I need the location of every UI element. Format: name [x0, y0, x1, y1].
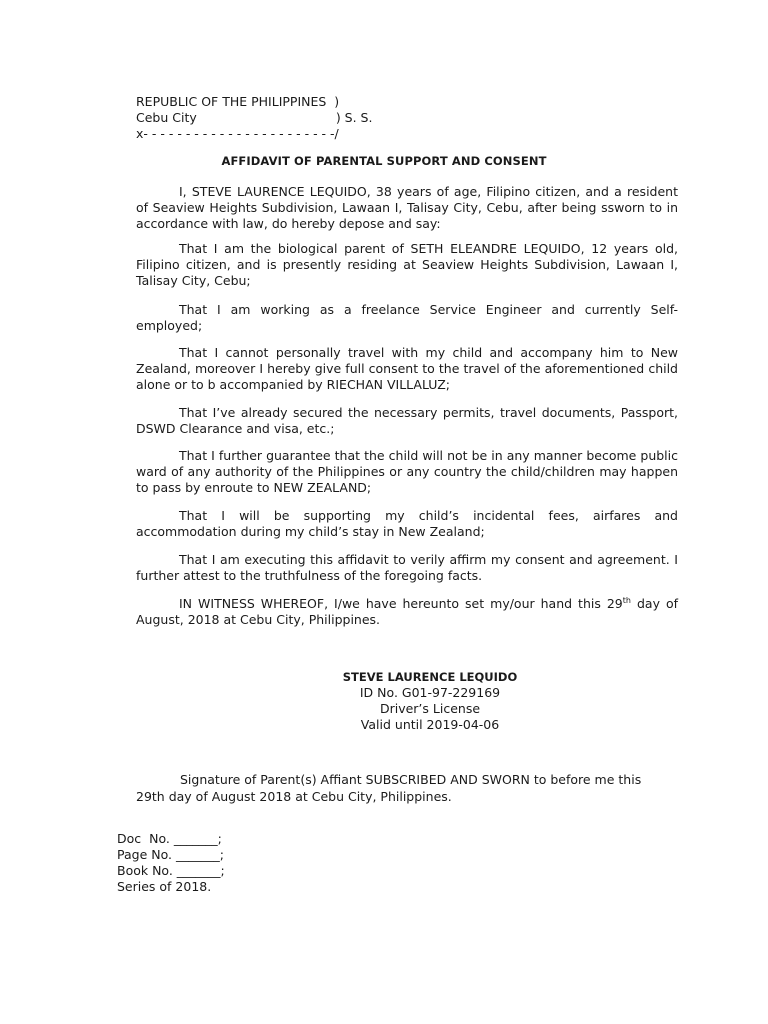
- affiant-id-number: ID No. G01-97-229169: [359, 685, 501, 700]
- affiant-intro-paragraph: I, STEVE LAURENCE LEQUIDO, 38 years of age, Filipino citizen, and a resident of Seaview Heights Subdivision, Lawaan I, Talisay City, Cebu, after being ssworn to in accordance with law, do hereby depose and say:: [136, 184, 678, 232]
- witness-paragraph: [136, 596, 678, 628]
- venue-city: Cebu City ) S. S.: [136, 110, 373, 125]
- jurat-line-2: 29th day of August 2018 at Cebu City, Philippines.: [136, 788, 452, 804]
- notary-page-no: Page No. _______;: [117, 847, 224, 862]
- affiant-name: STEVE LAURENCE LEQUIDO: [342, 670, 518, 684]
- witness-text-end: day of August, 2018 at Cebu City, Philippines.: [136, 596, 679, 628]
- parentage-paragraph: That I am the biological parent of SETH ELEANDRE LEQUIDO, 12 years old, Filipino citizen, and is presently residing at Seaview Heights Subdivision, Lawaan I, Talisay City, Cebu;: [136, 241, 678, 289]
- employment-paragraph: That I am working as a freelance Service Engineer and currently Self-employed;: [136, 302, 678, 334]
- guarantee-paragraph: That I further guarantee that the child will not be in any manner become public ward of any authority of the Philippines or any country the child/children may happen to pass by enroute to NEW ZEALAND;: [136, 448, 678, 496]
- venue-republic: REPUBLIC OF THE PHILIPPINES ): [136, 94, 340, 109]
- witness-text: IN WITNESS WHEREOF, I/we have hereunto set my/our hand this 29: [179, 596, 623, 611]
- document-title: AFFIDAVIT OF PARENTAL SUPPORT AND CONSENT: [221, 154, 547, 168]
- support-paragraph: That I will be supporting my child’s incidental fees, airfares and accommodation during my child’s stay in New Zealand;: [136, 508, 678, 540]
- affiant-id-validity: Valid until 2019-04-06: [360, 717, 500, 732]
- witness-ordinal-suffix: th: [622, 595, 631, 605]
- notary-series: Series of 2018.: [117, 879, 212, 894]
- consent-paragraph: That I cannot personally travel with my child and accompany him to New Zealand, moreover I hereby give full consent to the travel of the aforementioned child alone or to b accompanied by RIECHAN VILLALUZ;: [136, 345, 678, 393]
- notary-book-no: Book No. _______;: [117, 863, 225, 878]
- jurat-line-1: Signature of Parent(s) Affiant SUBSCRIBED AND SWORN to before me this: [180, 772, 642, 787]
- jurat-block: [136, 772, 696, 805]
- notary-doc-no: Doc No. _______;: [117, 831, 222, 846]
- affiant-signature-block: [0, 669, 768, 733]
- venue-separator: x- - - - - - - - - - - - - - - - - - - - - - -/: [136, 126, 339, 141]
- attestation-paragraph: That I am executing this affidavit to verily affirm my consent and agreement. I further attest to the truthfulness of the foregoing facts.: [136, 552, 678, 584]
- documents-paragraph: That I’ve already secured the necessary permits, travel documents, Passport, DSWD Clearance and visa, etc.;: [136, 405, 678, 437]
- affiant-id-type: Driver’s License: [379, 701, 481, 716]
